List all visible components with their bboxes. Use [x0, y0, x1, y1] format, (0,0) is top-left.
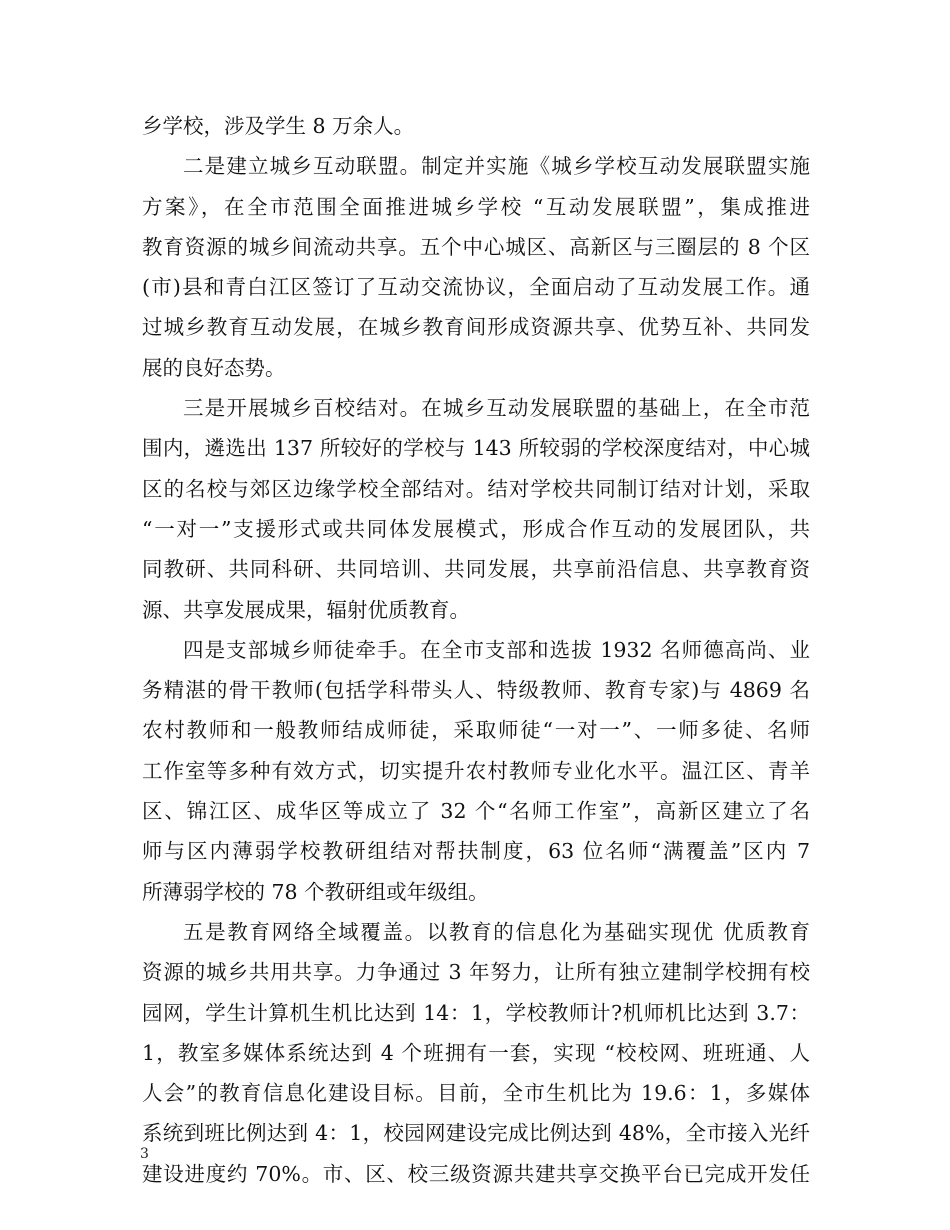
text-line: 源、共享发展成果，辐射优质教育。 [142, 597, 470, 622]
text-line: “一对一”支援形式或共同体发展模式，形成合作互动的发展团队，共 [142, 516, 810, 541]
page-number: 3 [140, 1146, 149, 1162]
text-line: 工作室等多种有效方式，切实提升农村教师专业化水平。温江区、青羊 [142, 758, 810, 783]
text-line: 区的名校与郊区边缘学校全部结对。结对学校共同制订结对计划，采取 [142, 476, 810, 501]
text-line: 方案》，在全市范围全面推进城乡学校 “互动发展联盟”，集成推进 [142, 194, 810, 219]
text-line: 务精湛的骨干教师(包括学科带头人、特级教师、教育专家)与 4869 名 [142, 678, 810, 703]
text-line: 资源的城乡共用共享。力争通过 3 年努力，让所有独立建制学校拥有校 [142, 960, 810, 985]
text-line: 农村教师和一般教师结成师徒，采取师徒“一对一”、一师多徒、名师 [142, 718, 810, 743]
text-line: 四是支部城乡师徒牵手。在全市支部和选拔 1932 名师德高尚、业 [183, 637, 810, 662]
text-line: 人会”的教育信息化建设目标。目前，全市生机比为 19.6：1，多媒体 [142, 1081, 810, 1106]
text-line: 同教研、共同科研、共同培训、共同发展，共享前沿信息、共享教育资 [142, 557, 810, 582]
text-line: 三是开展城乡百校结对。在城乡互动发展联盟的基础上，在全市范 [183, 396, 810, 421]
text-line: 1，教室多媒体系统达到 4 个班拥有一套，实现 “校校网、班班通、人 [142, 1040, 810, 1065]
body-text [142, 106, 810, 1194]
text-line: 建设进度约 70%。市、区、校三级资源共建共享交换平台已完成开发任 [142, 1161, 810, 1186]
text-line: 所薄弱学校的 78 个教研组或年级组。 [142, 879, 489, 904]
text-line: 园网，学生计算机生机比达到 14：1，学校教师计?机师机比达到 3.7： [142, 1000, 810, 1025]
text-line: 过城乡教育互动发展，在城乡教育间形成资源共享、优势互补、共同发 [142, 315, 810, 340]
text-line: 区、锦江区、成华区等成立了 32 个“名师工作室”，高新区建立了名 [142, 799, 810, 824]
text-line: 系统到班比例达到 4：1，校园网建设完成比例达到 48%，全市接入光纤 [142, 1121, 810, 1146]
text-line: 五是教育网络全域覆盖。以教育的信息化为基础实现优 优质教育 [183, 919, 810, 944]
text-line: 围内，遴选出 137 所较好的学校与 143 所较弱的学校深度结对，中心城 [142, 436, 810, 461]
text-line: 二是建立城乡互动联盟。制定并实施《城乡学校互动发展联盟实施 [183, 154, 810, 179]
text-line: (市)县和青白江区签订了互动交流协议，全面启动了互动发展工作。通 [142, 275, 810, 300]
text-line: 教育资源的城乡间流动共享。五个中心城区、高新区与三圈层的 8 个区 [142, 234, 810, 259]
text-line: 师与区内薄弱学校教研组结对帮扶制度，63 位名师“满覆盖”区内 7 [142, 839, 810, 864]
text-line: 展的良好态势。 [142, 355, 286, 380]
text-line: 乡学校，涉及学生 8 万余人。 [142, 114, 415, 138]
